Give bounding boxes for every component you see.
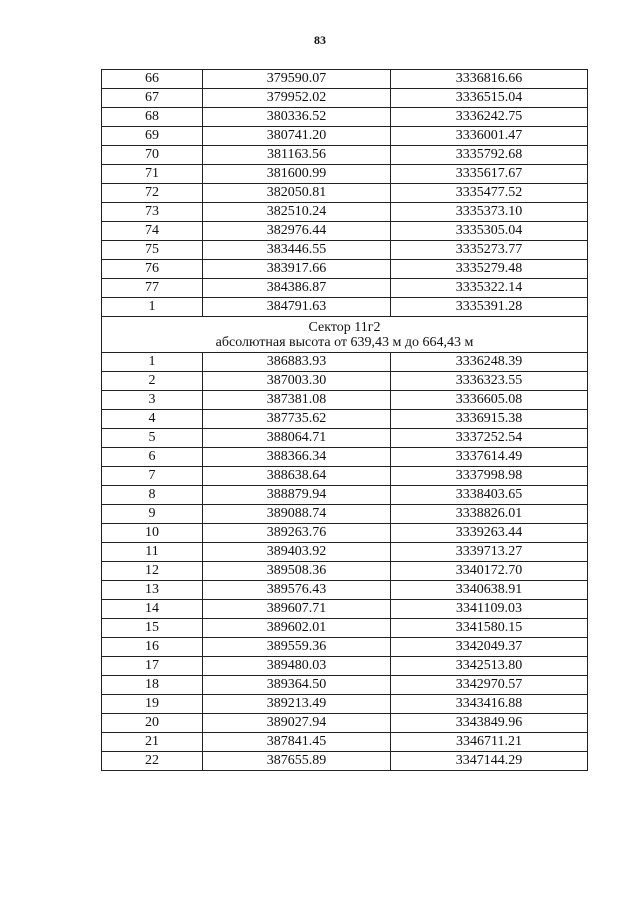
point-number-cell: 77 xyxy=(102,279,203,298)
y-coordinate-cell: 3336001.47 xyxy=(391,127,588,146)
point-number-cell: 21 xyxy=(102,733,203,752)
table-row xyxy=(102,203,588,222)
x-coordinate-cell: 381600.99 xyxy=(203,165,391,184)
table-row xyxy=(102,391,588,410)
x-coordinate-cell: 379952.02 xyxy=(203,89,391,108)
x-coordinate-cell: 387381.08 xyxy=(203,391,391,410)
section-subtitle: абсолютная высота от 639,43 м до 664,43 м xyxy=(215,334,474,350)
y-coordinate-cell: 3341109.03 xyxy=(391,600,588,619)
point-number-cell: 15 xyxy=(102,619,203,638)
y-coordinate-cell: 3335273.77 xyxy=(391,241,588,260)
point-number-cell: 74 xyxy=(102,222,203,241)
section-header-body xyxy=(102,317,588,353)
x-coordinate-cell: 389263.76 xyxy=(203,524,391,543)
table-row xyxy=(102,676,588,695)
coordinates-table xyxy=(101,69,588,771)
table-body-before-section xyxy=(102,70,588,317)
point-number-cell: 12 xyxy=(102,562,203,581)
x-coordinate-cell: 389607.71 xyxy=(203,600,391,619)
point-number-cell: 69 xyxy=(102,127,203,146)
x-coordinate-cell: 380741.20 xyxy=(203,127,391,146)
point-number-cell: 16 xyxy=(102,638,203,657)
table-row xyxy=(102,298,588,317)
x-coordinate-cell: 389027.94 xyxy=(203,714,391,733)
y-coordinate-cell: 3336515.04 xyxy=(391,89,588,108)
y-coordinate-cell: 3340638.91 xyxy=(391,581,588,600)
table-body-after-section xyxy=(102,353,588,771)
y-coordinate-cell: 3335373.10 xyxy=(391,203,588,222)
point-number-cell: 68 xyxy=(102,108,203,127)
x-coordinate-cell: 384386.87 xyxy=(203,279,391,298)
table-row xyxy=(102,165,588,184)
table-row xyxy=(102,619,588,638)
table-row xyxy=(102,410,588,429)
table-row xyxy=(102,524,588,543)
y-coordinate-cell: 3335477.52 xyxy=(391,184,588,203)
table-row xyxy=(102,241,588,260)
table-row xyxy=(102,543,588,562)
y-coordinate-cell: 3337252.54 xyxy=(391,429,588,448)
section-header-cell xyxy=(102,317,588,353)
point-number-cell: 6 xyxy=(102,448,203,467)
x-coordinate-cell: 389602.01 xyxy=(203,619,391,638)
x-coordinate-cell: 379590.07 xyxy=(203,70,391,89)
y-coordinate-cell: 3336248.39 xyxy=(391,353,588,372)
point-number-cell: 76 xyxy=(102,260,203,279)
table-row xyxy=(102,467,588,486)
point-number-cell: 67 xyxy=(102,89,203,108)
x-coordinate-cell: 388366.34 xyxy=(203,448,391,467)
y-coordinate-cell: 3335792.68 xyxy=(391,146,588,165)
point-number-cell: 17 xyxy=(102,657,203,676)
y-coordinate-cell: 3336323.55 xyxy=(391,372,588,391)
table-row xyxy=(102,127,588,146)
table-row xyxy=(102,752,588,771)
y-coordinate-cell: 3347144.29 xyxy=(391,752,588,771)
table-row xyxy=(102,448,588,467)
x-coordinate-cell: 389508.36 xyxy=(203,562,391,581)
y-coordinate-cell: 3335322.14 xyxy=(391,279,588,298)
point-number-cell: 72 xyxy=(102,184,203,203)
table-row xyxy=(102,279,588,298)
x-coordinate-cell: 382050.81 xyxy=(203,184,391,203)
y-coordinate-cell: 3343416.88 xyxy=(391,695,588,714)
table-row xyxy=(102,733,588,752)
table-row xyxy=(102,505,588,524)
x-coordinate-cell: 389480.03 xyxy=(203,657,391,676)
x-coordinate-cell: 387735.62 xyxy=(203,410,391,429)
section-header-row xyxy=(102,317,588,353)
x-coordinate-cell: 389213.49 xyxy=(203,695,391,714)
point-number-cell: 8 xyxy=(102,486,203,505)
point-number-cell: 7 xyxy=(102,467,203,486)
x-coordinate-cell: 389403.92 xyxy=(203,543,391,562)
x-coordinate-cell: 389364.50 xyxy=(203,676,391,695)
y-coordinate-cell: 3343849.96 xyxy=(391,714,588,733)
y-coordinate-cell: 3337998.98 xyxy=(391,467,588,486)
point-number-cell: 1 xyxy=(102,353,203,372)
point-number-cell: 3 xyxy=(102,391,203,410)
y-coordinate-cell: 3342049.37 xyxy=(391,638,588,657)
y-coordinate-cell: 3336816.66 xyxy=(391,70,588,89)
table-row xyxy=(102,429,588,448)
y-coordinate-cell: 3339713.27 xyxy=(391,543,588,562)
point-number-cell: 1 xyxy=(102,298,203,317)
point-number-cell: 22 xyxy=(102,752,203,771)
x-coordinate-cell: 380336.52 xyxy=(203,108,391,127)
point-number-cell: 70 xyxy=(102,146,203,165)
point-number-cell: 66 xyxy=(102,70,203,89)
x-coordinate-cell: 382976.44 xyxy=(203,222,391,241)
table-row xyxy=(102,714,588,733)
table-row xyxy=(102,184,588,203)
page-number: 83 xyxy=(314,33,326,47)
table-row xyxy=(102,353,588,372)
point-number-cell: 2 xyxy=(102,372,203,391)
point-number-cell: 71 xyxy=(102,165,203,184)
x-coordinate-cell: 384791.63 xyxy=(203,298,391,317)
x-coordinate-cell: 383446.55 xyxy=(203,241,391,260)
y-coordinate-cell: 3342513.80 xyxy=(391,657,588,676)
point-number-cell: 73 xyxy=(102,203,203,222)
table-row xyxy=(102,89,588,108)
y-coordinate-cell: 3336605.08 xyxy=(391,391,588,410)
point-number-cell: 20 xyxy=(102,714,203,733)
x-coordinate-cell: 381163.56 xyxy=(203,146,391,165)
y-coordinate-cell: 3335305.04 xyxy=(391,222,588,241)
table-row xyxy=(102,600,588,619)
y-coordinate-cell: 3336242.75 xyxy=(391,108,588,127)
y-coordinate-cell: 3335391.28 xyxy=(391,298,588,317)
table-row xyxy=(102,581,588,600)
y-coordinate-cell: 3337614.49 xyxy=(391,448,588,467)
x-coordinate-cell: 389088.74 xyxy=(203,505,391,524)
y-coordinate-cell: 3339263.44 xyxy=(391,524,588,543)
y-coordinate-cell: 3335617.67 xyxy=(391,165,588,184)
x-coordinate-cell: 388064.71 xyxy=(203,429,391,448)
table-row xyxy=(102,638,588,657)
y-coordinate-cell: 3338403.65 xyxy=(391,486,588,505)
table-row xyxy=(102,486,588,505)
point-number-cell: 18 xyxy=(102,676,203,695)
table-row xyxy=(102,657,588,676)
y-coordinate-cell: 3338826.01 xyxy=(391,505,588,524)
y-coordinate-cell: 3341580.15 xyxy=(391,619,588,638)
point-number-cell: 5 xyxy=(102,429,203,448)
y-coordinate-cell: 3336915.38 xyxy=(391,410,588,429)
y-coordinate-cell: 3340172.70 xyxy=(391,562,588,581)
y-coordinate-cell: 3342970.57 xyxy=(391,676,588,695)
point-number-cell: 4 xyxy=(102,410,203,429)
x-coordinate-cell: 389576.43 xyxy=(203,581,391,600)
table-row xyxy=(102,372,588,391)
point-number-cell: 14 xyxy=(102,600,203,619)
table-row xyxy=(102,70,588,89)
y-coordinate-cell: 3346711.21 xyxy=(391,733,588,752)
x-coordinate-cell: 387841.45 xyxy=(203,733,391,752)
table-row xyxy=(102,222,588,241)
x-coordinate-cell: 387655.89 xyxy=(203,752,391,771)
x-coordinate-cell: 383917.66 xyxy=(203,260,391,279)
point-number-cell: 75 xyxy=(102,241,203,260)
point-number-cell: 10 xyxy=(102,524,203,543)
section-title: Сектор 11г2 xyxy=(308,319,381,335)
table-row xyxy=(102,108,588,127)
x-coordinate-cell: 388879.94 xyxy=(203,486,391,505)
table-row xyxy=(102,562,588,581)
point-number-cell: 9 xyxy=(102,505,203,524)
x-coordinate-cell: 389559.36 xyxy=(203,638,391,657)
table-row xyxy=(102,695,588,714)
table-row xyxy=(102,146,588,165)
x-coordinate-cell: 388638.64 xyxy=(203,467,391,486)
x-coordinate-cell: 386883.93 xyxy=(203,353,391,372)
x-coordinate-cell: 387003.30 xyxy=(203,372,391,391)
table-row xyxy=(102,260,588,279)
y-coordinate-cell: 3335279.48 xyxy=(391,260,588,279)
point-number-cell: 19 xyxy=(102,695,203,714)
x-coordinate-cell: 382510.24 xyxy=(203,203,391,222)
point-number-cell: 13 xyxy=(102,581,203,600)
point-number-cell: 11 xyxy=(102,543,203,562)
